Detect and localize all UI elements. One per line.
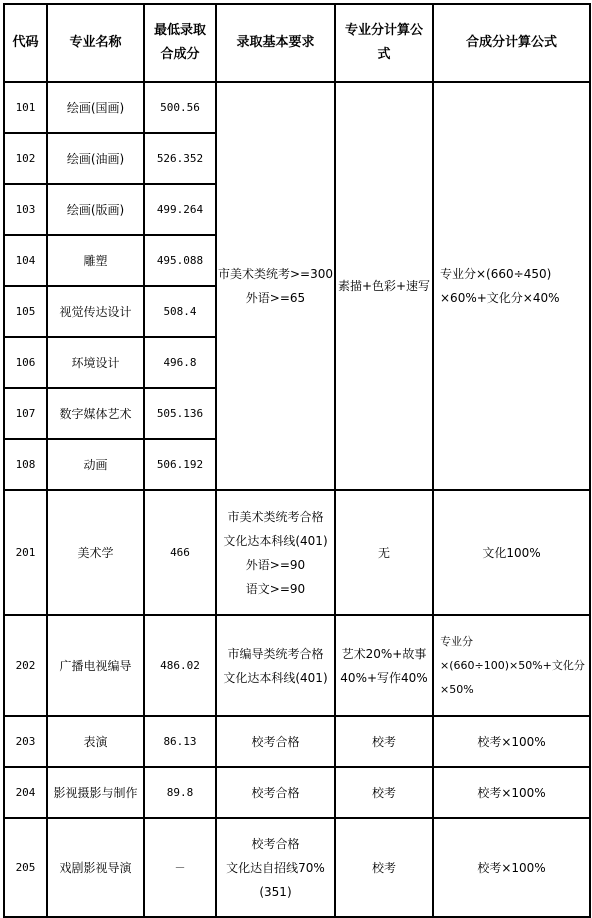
score-cell: 506.192 — [144, 439, 216, 490]
major-cell: 绘画(油画) — [47, 133, 144, 184]
score-cell: 505.136 — [144, 388, 216, 439]
header-major: 专业名称 — [47, 4, 144, 82]
requirement-line: 市美术类统考合格 — [227, 509, 324, 524]
code-cell: 205 — [4, 818, 47, 917]
formula-line: ×60%+文化分×40% — [440, 291, 560, 305]
admission-table — [3, 3, 591, 918]
prof-formula-cell: 校考 — [335, 716, 433, 767]
code-cell: 202 — [4, 615, 47, 716]
formula-line: ×(660÷100)×50%+文化分 — [440, 658, 585, 672]
requirement-line: 文化达本科线(401) — [223, 670, 328, 685]
header-min-score: 最低录取合成分 — [144, 4, 216, 82]
requirement-cell: 校考合格 — [216, 716, 335, 767]
total-formula-cell: 文化100% — [433, 490, 590, 615]
score-cell: 499.264 — [144, 184, 216, 235]
score-cell: 496.8 — [144, 337, 216, 388]
code-cell: 103 — [4, 184, 47, 235]
header-requirement: 录取基本要求 — [216, 4, 335, 82]
major-cell: 绘画(版画) — [47, 184, 144, 235]
major-cell: 动画 — [47, 439, 144, 490]
requirement-cell — [216, 615, 335, 716]
total-formula-cell: 校考×100% — [433, 716, 590, 767]
formula-line: ×50% — [440, 682, 474, 696]
score-cell: 508.4 — [144, 286, 216, 337]
table-row — [4, 716, 590, 767]
code-cell: 102 — [4, 133, 47, 184]
prof-formula-cell — [335, 615, 433, 716]
major-cell: 广播电视编导 — [47, 615, 144, 716]
total-formula-cell: 校考×100% — [433, 818, 590, 917]
score-cell: 486.02 — [144, 615, 216, 716]
code-cell: 204 — [4, 767, 47, 818]
prof-formula-cell: 校考 — [335, 818, 433, 917]
requirement-cell — [216, 490, 335, 615]
major-cell: 视觉传达设计 — [47, 286, 144, 337]
requirement-line: (351) — [259, 884, 292, 899]
major-cell: 环境设计 — [47, 337, 144, 388]
header-row — [4, 4, 590, 82]
table-row — [4, 490, 590, 615]
requirement-line: 语文>=90 — [245, 581, 306, 596]
code-cell: 203 — [4, 716, 47, 767]
code-cell: 106 — [4, 337, 47, 388]
requirement-line: 市美术类统考>=300 — [217, 267, 333, 281]
major-cell: 影视摄影与制作 — [47, 767, 144, 818]
prof-formula-cell: 素描+色彩+速写 — [335, 82, 433, 490]
table-row — [4, 615, 590, 716]
score-cell: － — [144, 818, 216, 917]
header-prof-formula: 专业分计算公式 — [335, 4, 433, 82]
major-cell: 美术学 — [47, 490, 144, 615]
requirement-line: 文化达自招线70% — [226, 860, 325, 875]
code-cell: 104 — [4, 235, 47, 286]
score-cell: 500.56 — [144, 82, 216, 133]
requirement-line: 外语>=65 — [245, 291, 306, 305]
header-total-formula: 合成分计算公式 — [433, 4, 590, 82]
score-cell: 466 — [144, 490, 216, 615]
major-cell: 戏剧影视导演 — [47, 818, 144, 917]
total-formula-cell — [433, 82, 590, 490]
header-code: 代码 — [4, 4, 47, 82]
score-cell: 89.8 — [144, 767, 216, 818]
score-cell: 495.088 — [144, 235, 216, 286]
score-cell: 526.352 — [144, 133, 216, 184]
code-cell: 105 — [4, 286, 47, 337]
formula-line: 40%+写作40% — [340, 670, 428, 685]
code-cell: 201 — [4, 490, 47, 615]
requirement-line: 校考合格 — [251, 836, 300, 851]
requirement-line: 外语>=90 — [245, 557, 306, 572]
score-cell: 86.13 — [144, 716, 216, 767]
code-cell: 101 — [4, 82, 47, 133]
total-formula-cell: 校考×100% — [433, 767, 590, 818]
table-row — [4, 818, 590, 917]
major-cell: 表演 — [47, 716, 144, 767]
formula-line: 专业分 — [440, 634, 473, 648]
requirement-cell — [216, 818, 335, 917]
table-row — [4, 767, 590, 818]
major-cell: 绘画(国画) — [47, 82, 144, 133]
formula-line: 艺术20%+故事 — [341, 646, 427, 661]
table-row — [4, 82, 590, 133]
requirement-line: 文化达本科线(401) — [223, 533, 328, 548]
code-cell: 107 — [4, 388, 47, 439]
requirement-cell: 校考合格 — [216, 767, 335, 818]
code-cell: 108 — [4, 439, 47, 490]
total-formula-cell — [433, 615, 590, 716]
requirement-cell — [216, 82, 335, 490]
major-cell: 数字媒体艺术 — [47, 388, 144, 439]
requirement-line: 市编导类统考合格 — [227, 646, 324, 661]
major-cell: 雕塑 — [47, 235, 144, 286]
prof-formula-cell: 无 — [335, 490, 433, 615]
prof-formula-cell: 校考 — [335, 767, 433, 818]
formula-line: 专业分×(660÷450) — [440, 267, 552, 281]
